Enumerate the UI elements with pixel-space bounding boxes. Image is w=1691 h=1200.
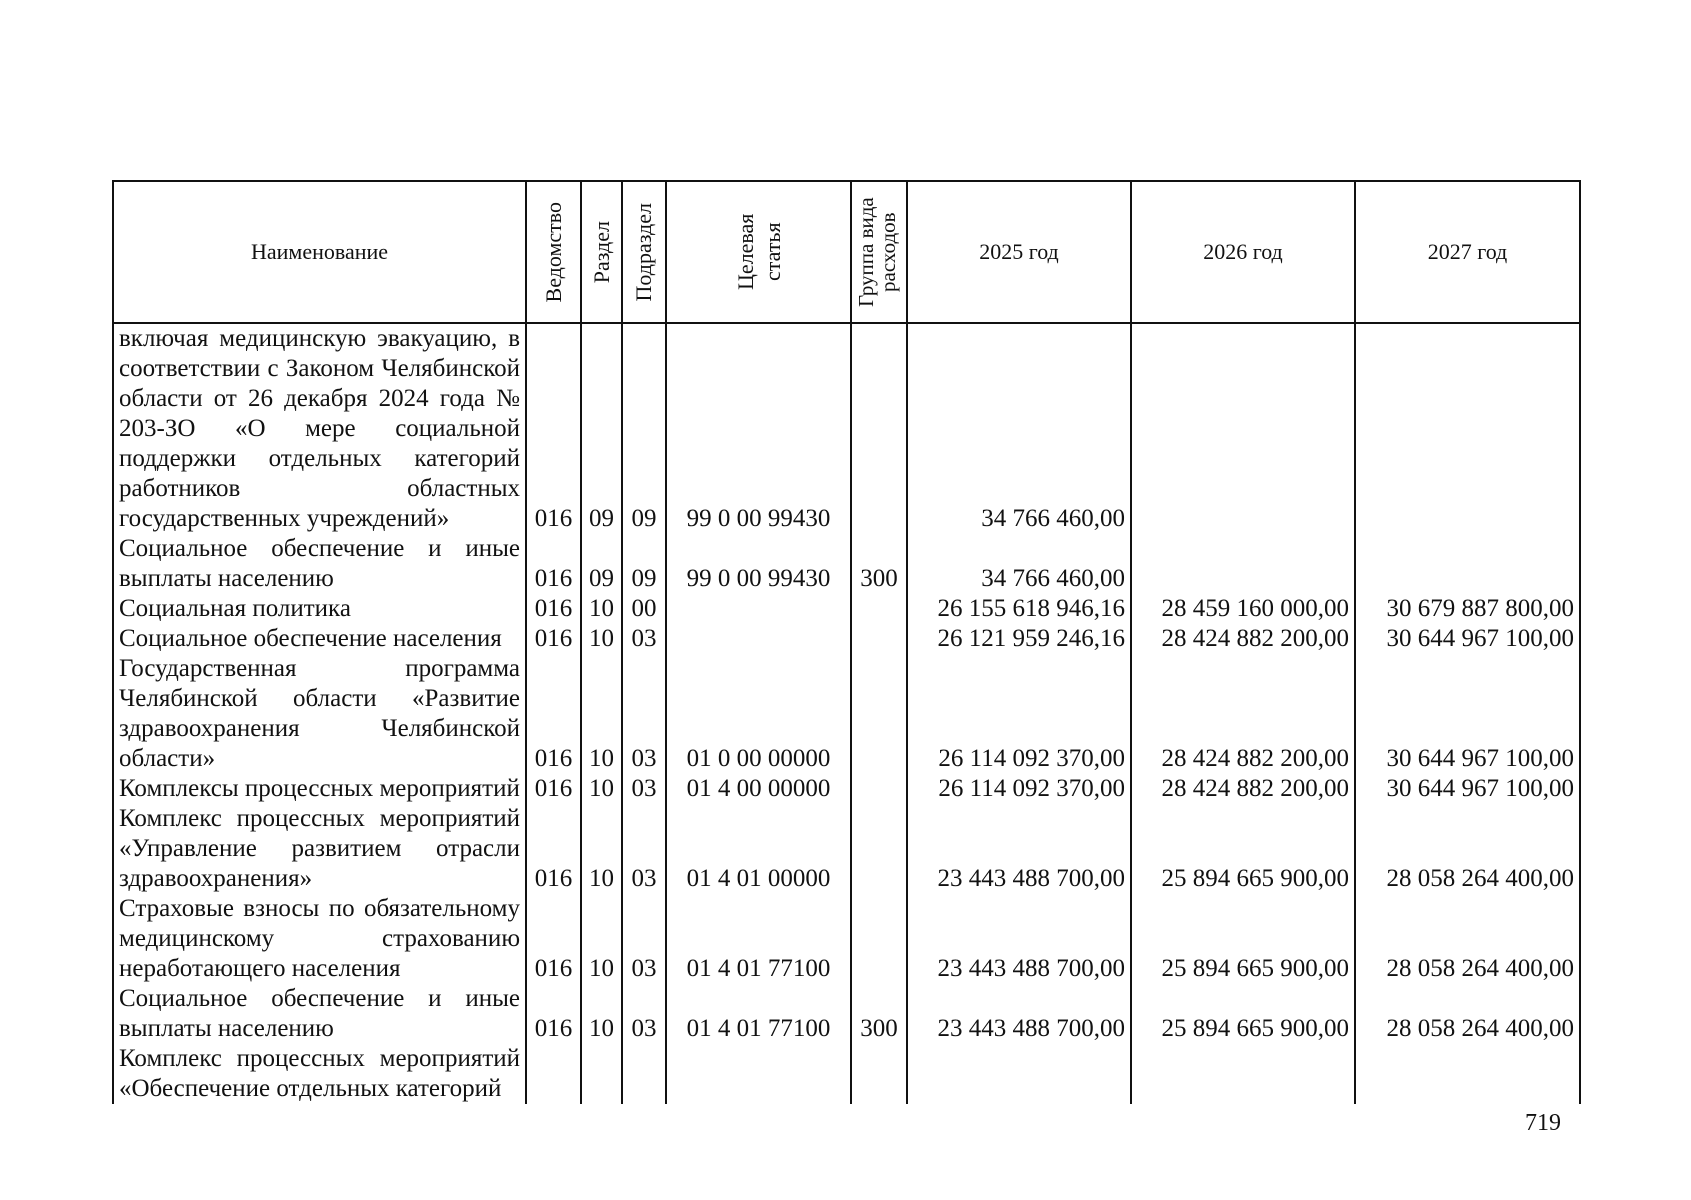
cell-y2026: 25 894 665 900,00 [1131, 894, 1355, 984]
header-2025: 2025 год [907, 181, 1131, 323]
cell-group [851, 774, 907, 804]
cell-section: 10 [581, 774, 622, 804]
cell-name: Комплекс процессных мероприятий «Обеспечение отдельных категорий [113, 1044, 526, 1104]
header-subsection: Подраздел [622, 181, 666, 323]
cell-y2026 [1131, 323, 1355, 534]
cell-y2025: 23 443 488 700,00 [907, 804, 1131, 894]
page-number: 719 [1525, 1110, 1561, 1136]
cell-section [581, 1044, 622, 1104]
cell-name: Государственная программа Челябинской области «Развитие здравоохранения Челябинской области» [113, 654, 526, 774]
table-row [113, 594, 1580, 624]
cell-y2026 [1131, 534, 1355, 594]
cell-y2026: 25 894 665 900,00 [1131, 804, 1355, 894]
cell-target: 01 4 01 00000 [666, 804, 851, 894]
cell-y2026: 28 424 882 200,00 [1131, 774, 1355, 804]
cell-subsection: 03 [622, 774, 666, 804]
cell-y2027: 30 644 967 100,00 [1355, 774, 1580, 804]
cell-group [851, 323, 907, 534]
cell-group: 300 [851, 534, 907, 594]
cell-target: 01 4 00 00000 [666, 774, 851, 804]
header-name: Наименование [113, 181, 526, 323]
cell-subsection: 03 [622, 894, 666, 984]
cell-group [851, 1044, 907, 1104]
table-row [113, 774, 1580, 804]
header-expense-group: Группа вида расходов [851, 181, 907, 323]
cell-dept: 016 [526, 534, 581, 594]
cell-subsection: 09 [622, 323, 666, 534]
cell-target: 99 0 00 99430 [666, 534, 851, 594]
cell-y2027 [1355, 534, 1580, 594]
cell-section: 09 [581, 323, 622, 534]
cell-y2025: 26 114 092 370,00 [907, 774, 1131, 804]
cell-group [851, 894, 907, 984]
table-row [113, 654, 1580, 774]
cell-y2027: 28 058 264 400,00 [1355, 984, 1580, 1044]
cell-y2025: 34 766 460,00 [907, 323, 1131, 534]
cell-target [666, 1044, 851, 1104]
cell-y2026: 28 424 882 200,00 [1131, 624, 1355, 654]
cell-subsection [622, 1044, 666, 1104]
cell-section: 10 [581, 984, 622, 1044]
cell-y2025 [907, 1044, 1131, 1104]
cell-target: 99 0 00 99430 [666, 323, 851, 534]
cell-dept: 016 [526, 624, 581, 654]
cell-target: 01 4 01 77100 [666, 894, 851, 984]
cell-section: 10 [581, 894, 622, 984]
table-header-row [113, 181, 1580, 323]
header-target: Целевая статья [666, 181, 851, 323]
cell-section: 10 [581, 594, 622, 624]
header-dept: Ведомство [526, 181, 581, 323]
cell-subsection: 03 [622, 984, 666, 1044]
cell-y2025: 23 443 488 700,00 [907, 984, 1131, 1044]
cell-name: Социальное обеспечение и иные выплаты населению [113, 534, 526, 594]
cell-y2025: 26 114 092 370,00 [907, 654, 1131, 774]
table-row [113, 894, 1580, 984]
cell-y2027: 28 058 264 400,00 [1355, 804, 1580, 894]
cell-subsection: 00 [622, 594, 666, 624]
cell-target: 01 0 00 00000 [666, 654, 851, 774]
cell-subsection: 09 [622, 534, 666, 594]
table-row [113, 1044, 1580, 1104]
cell-y2027: 30 644 967 100,00 [1355, 654, 1580, 774]
cell-y2026: 25 894 665 900,00 [1131, 984, 1355, 1044]
cell-y2027 [1355, 1044, 1580, 1104]
cell-dept: 016 [526, 894, 581, 984]
cell-y2025: 23 443 488 700,00 [907, 894, 1131, 984]
cell-group: 300 [851, 984, 907, 1044]
cell-y2025: 26 155 618 946,16 [907, 594, 1131, 624]
cell-name: Комплексы процессных мероприятий [113, 774, 526, 804]
cell-subsection: 03 [622, 654, 666, 774]
cell-dept: 016 [526, 984, 581, 1044]
cell-y2026: 28 459 160 000,00 [1131, 594, 1355, 624]
table-body [113, 323, 1580, 1104]
cell-name: включая медицинскую эвакуацию, в соответствии с Законом Челябинской области от 26 декабря 2024 года № 203-ЗО «О мере социальной поддержки отдельных категорий работников областных государственных учреждений» [113, 323, 526, 534]
header-2027: 2027 год [1355, 181, 1580, 323]
cell-dept: 016 [526, 654, 581, 774]
table-row [113, 804, 1580, 894]
cell-y2027: 28 058 264 400,00 [1355, 894, 1580, 984]
cell-y2027: 30 679 887 800,00 [1355, 594, 1580, 624]
budget-table [112, 180, 1581, 1104]
cell-subsection: 03 [622, 624, 666, 654]
cell-target [666, 624, 851, 654]
cell-section: 10 [581, 654, 622, 774]
table-row [113, 624, 1580, 654]
cell-name: Социальное обеспечение и иные выплаты населению [113, 984, 526, 1044]
cell-target [666, 594, 851, 624]
header-2026: 2026 год [1131, 181, 1355, 323]
header-section: Раздел [581, 181, 622, 323]
cell-subsection: 03 [622, 804, 666, 894]
cell-name: Комплекс процессных мероприятий «Управление развитием отрасли здравоохранения» [113, 804, 526, 894]
cell-y2027: 30 644 967 100,00 [1355, 624, 1580, 654]
cell-group [851, 624, 907, 654]
cell-section: 09 [581, 534, 622, 594]
cell-y2027 [1355, 323, 1580, 534]
cell-dept [526, 1044, 581, 1104]
cell-y2026: 28 424 882 200,00 [1131, 654, 1355, 774]
cell-section: 10 [581, 624, 622, 654]
cell-y2026 [1131, 1044, 1355, 1104]
cell-group [851, 654, 907, 774]
cell-group [851, 594, 907, 624]
cell-name: Страховые взносы по обязательному медицинскому страхованию неработающего населения [113, 894, 526, 984]
table-row [113, 534, 1580, 594]
cell-section: 10 [581, 804, 622, 894]
cell-y2025: 26 121 959 246,16 [907, 624, 1131, 654]
cell-dept: 016 [526, 594, 581, 624]
cell-target: 01 4 01 77100 [666, 984, 851, 1044]
cell-dept: 016 [526, 774, 581, 804]
cell-name: Социальная политика [113, 594, 526, 624]
cell-dept: 016 [526, 804, 581, 894]
table-row [113, 323, 1580, 534]
cell-y2025: 34 766 460,00 [907, 534, 1131, 594]
table-row [113, 984, 1580, 1044]
cell-group [851, 804, 907, 894]
cell-dept: 016 [526, 323, 581, 534]
cell-name: Социальное обеспечение населения [113, 624, 526, 654]
